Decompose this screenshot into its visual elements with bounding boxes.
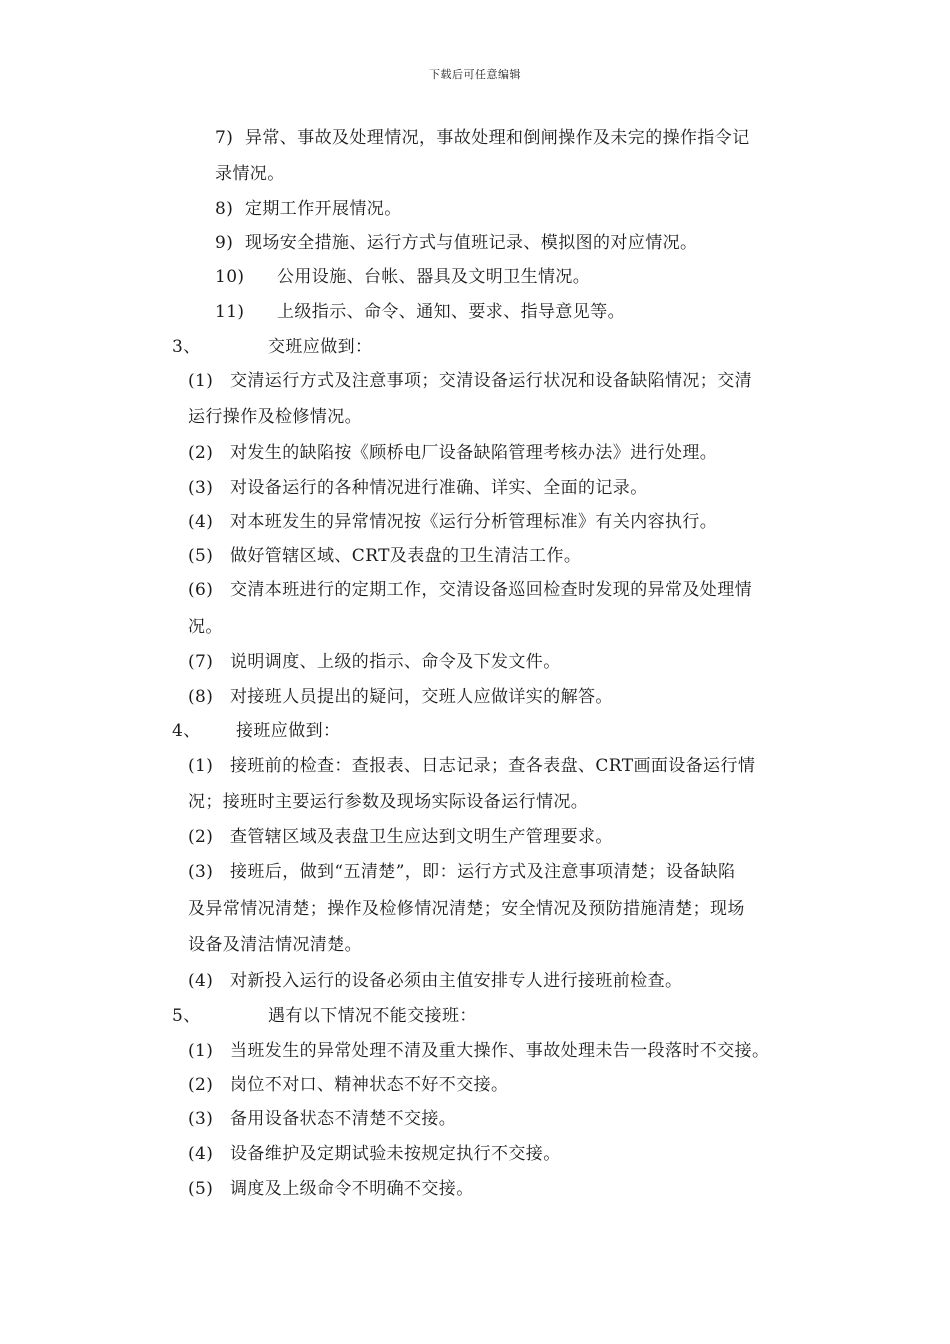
list-item-7-cont: 录情况。	[215, 164, 285, 184]
list-item-8: 8) 定期工作开展情况。	[215, 199, 402, 219]
section-3-item-7: (7) 说明调度、上级的指示、命令及下发文件。	[188, 652, 561, 672]
section-5-item-5: (5) 调度及上级命令不明确不交接。	[188, 1179, 474, 1199]
section-5-item-3: (3) 备用设备状态不清楚不交接。	[188, 1109, 457, 1129]
list-item-7: 7) 异常、事故及处理情况，事故处理和倒闸操作及未完的操作指令记	[215, 128, 750, 148]
section-4-item-3-cont2: 设备及清洁情况清楚。	[188, 935, 362, 955]
list-item-10: 10) 公用设施、台帐、器具及文明卫生情况。	[215, 267, 591, 287]
section-4-item-3: (3) 接班后，做到“五清楚”，即：运行方式及注意事项清楚；设备缺陷	[188, 862, 736, 882]
section-3-heading: 3、 交班应做到：	[172, 337, 373, 357]
section-3-item-3: (3) 对设备运行的各种情况进行准确、详实、全面的记录。	[188, 478, 648, 498]
section-5-item-4: (4) 设备维护及定期试验未按规定执行不交接。	[188, 1144, 561, 1164]
section-5-heading: 5、 遇有以下情况不能交接班：	[172, 1006, 477, 1026]
section-3-item-4: (4) 对本班发生的异常情况按《运行分析管理标准》有关内容执行。	[188, 512, 718, 532]
section-4-item-4: (4) 对新投入运行的设备必须由主值安排专人进行接班前检查。	[188, 971, 683, 991]
section-3-item-5: (5) 做好管辖区域、CRT及表盘的卫生清洁工作。	[188, 546, 582, 566]
section-3-item-1-cont: 运行操作及检修情况。	[188, 407, 362, 427]
section-3-item-2: (2) 对发生的缺陷按《顾桥电厂设备缺陷管理考核办法》进行处理。	[188, 443, 718, 463]
section-3-item-6: (6) 交清本班进行的定期工作，交清设备巡回检查时发现的异常及处理情	[188, 580, 752, 600]
section-4-item-3-cont: 及异常情况清楚；操作及检修情况清楚；安全情况及预防措施清楚；现场	[188, 899, 745, 919]
list-item-11: 11) 上级指示、命令、通知、要求、指导意见等。	[215, 302, 625, 322]
section-5-item-1: (1) 当班发生的异常处理不清及重大操作、事故处理未告一段落时不交接。	[188, 1041, 770, 1061]
page-header: 下载后可任意编辑	[429, 68, 521, 81]
section-4-heading: 4、 接班应做到：	[172, 721, 341, 741]
section-5-item-2: (2) 岗位不对口、精神状态不好不交接。	[188, 1075, 509, 1095]
section-4-item-2: (2) 查管辖区域及表盘卫生应达到文明生产管理要求。	[188, 827, 613, 847]
section-3-item-8: (8) 对接班人员提出的疑问，交班人应做详实的解答。	[188, 687, 613, 707]
section-3-item-1: (1) 交清运行方式及注意事项；交清设备运行状况和设备缺陷情况；交清	[188, 371, 752, 391]
section-4-item-1-cont: 况；接班时主要运行参数及现场实际设备运行情况。	[188, 792, 589, 812]
list-item-9: 9) 现场安全措施、运行方式与值班记录、模拟图的对应情况。	[215, 233, 698, 253]
section-3-item-6-cont: 况。	[188, 617, 223, 637]
section-4-item-1: (1) 接班前的检查：查报表、日志记录；查各表盘、CRT画面设备运行情	[188, 756, 756, 776]
